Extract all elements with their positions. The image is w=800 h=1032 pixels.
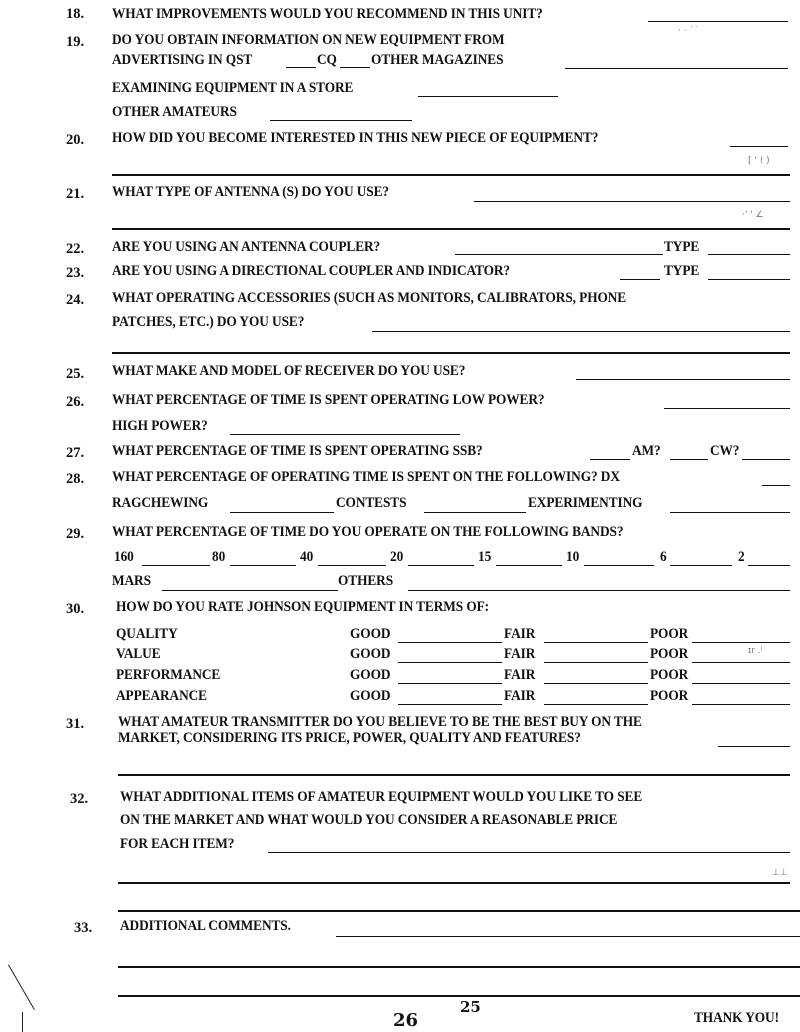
q28-text: WHAT PERCENTAGE OF OPERATING TIME IS SPENT ON THE FOLLOWING? DX bbox=[112, 469, 620, 485]
q33-answer-line-2[interactable] bbox=[118, 966, 800, 968]
q24-number: 24. bbox=[66, 292, 85, 308]
q26-number: 26. bbox=[66, 394, 85, 410]
q23-type-line[interactable] bbox=[708, 279, 790, 280]
handwritten-number-25: 25 bbox=[460, 998, 481, 1016]
q22-type-label: TYPE bbox=[664, 239, 700, 255]
q19-text: DO YOU OBTAIN INFORMATION ON NEW EQUIPMENT FROM bbox=[112, 32, 505, 48]
q19-store-line[interactable] bbox=[418, 96, 558, 97]
q18-answer-line[interactable] bbox=[648, 21, 788, 22]
q22-number: 22. bbox=[66, 241, 85, 257]
q21-text: WHAT TYPE OF ANTENNA (S) DO YOU USE? bbox=[112, 184, 389, 200]
q23-number: 23. bbox=[66, 265, 85, 281]
q30-appearance-good-line[interactable] bbox=[398, 704, 502, 705]
q30-good-label: GOOD bbox=[350, 688, 391, 704]
q29-band-15: 15 bbox=[478, 549, 492, 565]
q24-answer-line[interactable] bbox=[372, 331, 790, 332]
q29-band-40-line[interactable] bbox=[318, 565, 386, 566]
q30-good-label: GOOD bbox=[350, 646, 391, 662]
q30-quality-poor-line[interactable] bbox=[692, 642, 790, 643]
q32-text-line3: FOR EACH ITEM? bbox=[120, 836, 235, 852]
q29-band-40: 40 bbox=[300, 549, 314, 565]
q28-experimenting: EXPERIMENTING bbox=[528, 495, 643, 511]
q23-type-label: TYPE bbox=[664, 263, 700, 279]
scan-artifact: [ ' ! ) bbox=[748, 156, 770, 166]
q30-fair-label: FAIR bbox=[504, 667, 536, 683]
q19-store: EXAMINING EQUIPMENT IN A STORE bbox=[112, 80, 354, 96]
q30-number: 30. bbox=[66, 601, 85, 617]
q30-poor-label: POOR bbox=[650, 626, 689, 642]
q29-band-10: 10 bbox=[566, 549, 580, 565]
q25-number: 25. bbox=[66, 366, 85, 382]
q28-ragchewing-line[interactable] bbox=[230, 512, 334, 513]
q30-performance-fair-line[interactable] bbox=[544, 683, 648, 684]
q19-cq-line[interactable] bbox=[340, 67, 370, 68]
q20-answer-line-2[interactable] bbox=[112, 174, 790, 176]
q19-other-amateurs: OTHER AMATEURS bbox=[112, 104, 237, 120]
q30-quality-good-line[interactable] bbox=[398, 642, 502, 643]
q27-cw-line[interactable] bbox=[742, 459, 790, 460]
q21-answer-line-2[interactable] bbox=[112, 228, 790, 230]
q31-text-line1: WHAT AMATEUR TRANSMITTER DO YOU BELIEVE TO BE THE BEST BUY ON THE bbox=[118, 714, 642, 730]
q30-appearance-poor-line[interactable] bbox=[692, 704, 790, 705]
q19-advertising-qst: ADVERTISING IN QST bbox=[112, 52, 253, 68]
q30-value-good-line[interactable] bbox=[398, 662, 502, 663]
q19-other-magazines: OTHER MAGAZINES bbox=[371, 52, 504, 68]
q27-number: 27. bbox=[66, 445, 85, 461]
q29-band-80: 80 bbox=[212, 549, 226, 565]
q31-number: 31. bbox=[66, 716, 85, 732]
scan-artifact: ɪr .ʲ bbox=[748, 646, 763, 656]
scan-artifact: · · ˙˙ bbox=[678, 26, 699, 36]
q22-answer-line[interactable] bbox=[455, 254, 663, 255]
q29-number: 29. bbox=[66, 526, 85, 542]
q27-am: AM? bbox=[632, 443, 661, 459]
q29-band-160: 160 bbox=[114, 549, 134, 565]
q26-high-power-line[interactable] bbox=[230, 434, 460, 435]
q30-value-fair-line[interactable] bbox=[544, 662, 648, 663]
q23-text: ARE YOU USING A DIRECTIONAL COUPLER AND INDICATOR? bbox=[112, 263, 511, 279]
q28-experimenting-line[interactable] bbox=[670, 512, 790, 513]
q20-answer-line[interactable] bbox=[730, 146, 788, 147]
q29-band-2: 2 bbox=[738, 549, 745, 565]
q33-number: 33. bbox=[74, 920, 93, 936]
q30-criterion-value: VALUE bbox=[116, 646, 161, 662]
handwritten-number-26: 26 bbox=[393, 1010, 419, 1031]
q25-text: WHAT MAKE AND MODEL OF RECEIVER DO YOU USE? bbox=[112, 363, 466, 379]
q32-number: 32. bbox=[70, 791, 89, 807]
q30-appearance-fair-line[interactable] bbox=[544, 704, 648, 705]
q27-cw: CW? bbox=[710, 443, 740, 459]
q30-value-poor-line[interactable] bbox=[692, 662, 790, 663]
q29-band-15-line[interactable] bbox=[496, 565, 562, 566]
q30-poor-label: POOR bbox=[650, 688, 689, 704]
q30-poor-label: POOR bbox=[650, 667, 689, 683]
q20-text: HOW DID YOU BECOME INTERESTED IN THIS NEW PIECE OF EQUIPMENT? bbox=[112, 130, 599, 146]
q27-am-line[interactable] bbox=[670, 459, 708, 460]
q32-text-line1: WHAT ADDITIONAL ITEMS OF AMATEUR EQUIPMENT WOULD YOU LIKE TO SEE bbox=[120, 789, 643, 805]
q29-mars: MARS bbox=[112, 573, 151, 589]
q29-band-20: 20 bbox=[390, 549, 404, 565]
q29-band-10-line[interactable] bbox=[584, 565, 654, 566]
q30-criterion-appearance: APPEARANCE bbox=[116, 688, 207, 704]
margin-pen-stroke-2 bbox=[22, 1012, 23, 1032]
q21-number: 21. bbox=[66, 186, 85, 202]
q31-answer-line[interactable] bbox=[718, 746, 790, 747]
q30-fair-label: FAIR bbox=[504, 646, 536, 662]
q29-text: WHAT PERCENTAGE OF TIME DO YOU OPERATE ON THE FOLLOWING BANDS? bbox=[112, 524, 624, 540]
q29-band-6: 6 bbox=[660, 549, 667, 565]
q28-contests-line[interactable] bbox=[424, 512, 526, 513]
q30-fair-label: FAIR bbox=[504, 688, 536, 704]
q30-poor-label: POOR bbox=[650, 646, 689, 662]
q21-answer-line[interactable] bbox=[474, 201, 790, 202]
q33-answer-line[interactable] bbox=[336, 936, 800, 937]
q30-criterion-quality: QUALITY bbox=[116, 626, 178, 642]
q32-answer-line-2[interactable] bbox=[118, 882, 790, 884]
q28-dx-line[interactable] bbox=[762, 485, 790, 486]
q28-contests: CONTESTS bbox=[336, 495, 407, 511]
q32-answer-line-3[interactable] bbox=[118, 910, 800, 912]
scan-artifact: ⊥⊥ bbox=[772, 868, 788, 878]
q30-performance-good-line[interactable] bbox=[398, 683, 502, 684]
q29-band-6-line[interactable] bbox=[670, 565, 732, 566]
q31-answer-line-2[interactable] bbox=[118, 774, 790, 776]
q26-low-power-line[interactable] bbox=[664, 408, 790, 409]
q23-answer-line[interactable] bbox=[620, 279, 660, 280]
q30-text: HOW DO YOU RATE JOHNSON EQUIPMENT IN TERMS OF: bbox=[116, 599, 490, 615]
q19-cq: CQ bbox=[317, 52, 337, 68]
q18-number: 18. bbox=[66, 6, 85, 22]
q19-number: 19. bbox=[66, 34, 85, 50]
q24-text-line2: PATCHES, ETC.) DO YOU USE? bbox=[112, 314, 305, 330]
q29-others-line[interactable] bbox=[408, 590, 790, 591]
margin-pen-stroke bbox=[8, 965, 35, 1011]
q19-magazines-line[interactable] bbox=[565, 68, 788, 69]
q26-high-power: HIGH POWER? bbox=[112, 418, 208, 434]
q20-number: 20. bbox=[66, 132, 85, 148]
q29-band-20-line[interactable] bbox=[408, 565, 474, 566]
q28-ragchewing: RAGCHEWING bbox=[112, 495, 209, 511]
q19-qst-line[interactable] bbox=[286, 67, 316, 68]
q33-text: ADDITIONAL COMMENTS. bbox=[120, 918, 291, 934]
q19-amateurs-line[interactable] bbox=[270, 120, 412, 121]
q22-text: ARE YOU USING AN ANTENNA COUPLER? bbox=[112, 239, 381, 255]
q28-number: 28. bbox=[66, 471, 85, 487]
scan-artifact: ·' ' ∠ bbox=[742, 210, 764, 220]
q31-text-line2: MARKET, CONSIDERING ITS PRICE, POWER, QUALITY AND FEATURES? bbox=[118, 730, 581, 746]
q32-text-line2: ON THE MARKET AND WHAT WOULD YOU CONSIDER A REASONABLE PRICE bbox=[120, 812, 618, 828]
q22-type-line[interactable] bbox=[708, 254, 790, 255]
q33-answer-line-3[interactable] bbox=[118, 995, 800, 997]
q24-answer-line-2[interactable] bbox=[112, 352, 790, 354]
q30-performance-poor-line[interactable] bbox=[692, 683, 790, 684]
q24-text-line1: WHAT OPERATING ACCESSORIES (SUCH AS MONITORS, CALIBRATORS, PHONE bbox=[112, 290, 627, 306]
q26-text: WHAT PERCENTAGE OF TIME IS SPENT OPERATING LOW POWER? bbox=[112, 392, 545, 408]
q29-band-80-line[interactable] bbox=[230, 565, 296, 566]
q18-text: WHAT IMPROVEMENTS WOULD YOU RECOMMEND IN THIS UNIT? bbox=[112, 6, 543, 22]
q25-answer-line[interactable] bbox=[576, 379, 790, 380]
q27-text: WHAT PERCENTAGE OF TIME IS SPENT OPERATING SSB? bbox=[112, 443, 483, 459]
q29-band-2-line[interactable] bbox=[748, 565, 790, 566]
thank-you-text: THANK YOU! bbox=[694, 1010, 779, 1026]
q30-good-label: GOOD bbox=[350, 626, 391, 642]
q30-quality-fair-line[interactable] bbox=[544, 642, 648, 643]
q27-ssb-line[interactable] bbox=[590, 459, 630, 460]
q29-mars-line[interactable] bbox=[162, 590, 338, 591]
q30-fair-label: FAIR bbox=[504, 626, 536, 642]
q30-good-label: GOOD bbox=[350, 667, 391, 683]
q29-others: OTHERS bbox=[338, 573, 394, 589]
q32-answer-line[interactable] bbox=[268, 852, 790, 853]
q29-band-160-line[interactable] bbox=[142, 565, 210, 566]
q30-criterion-performance: PERFORMANCE bbox=[116, 667, 221, 683]
